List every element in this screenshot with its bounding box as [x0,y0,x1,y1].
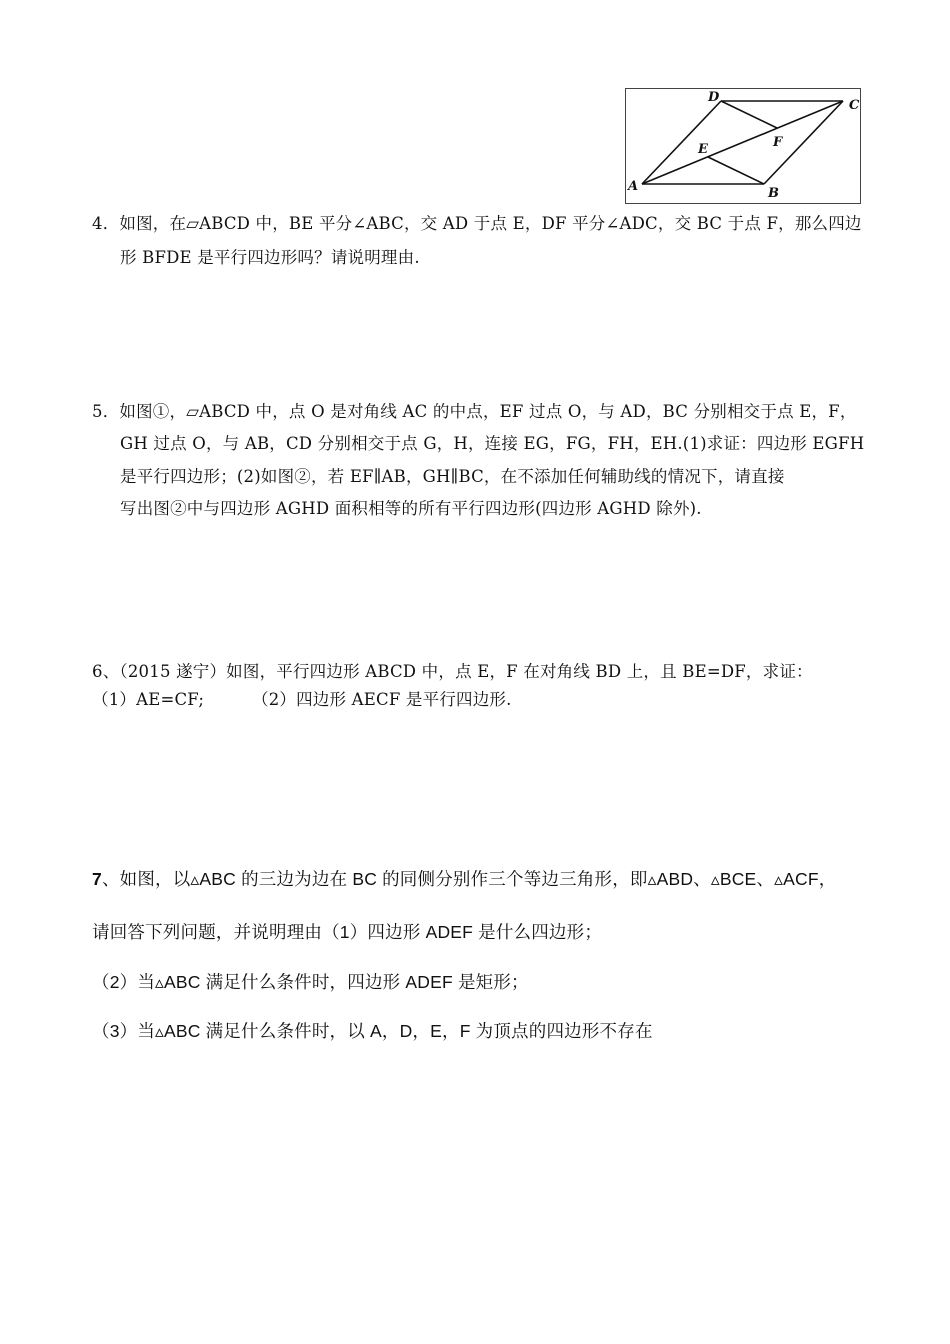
segment-DF [721,101,777,128]
q6-line-1: 6、（2015 遂宁）如图，平行四边形 ABCD 中，点 E，F 在对角线 BD 上，且 BE=DF，求证： [92,662,813,681]
q4-line-2: 形 BFDE 是平行四边形吗？请说明理由. [120,248,420,267]
q5-line-2: GH 过点 O，与 AB，CD 分别相交于点 G，H，连接 EG，FG，FH，EH.(1)求证：四边形 EGFH [120,434,865,453]
q7-line-1 [92,866,836,891]
q6-part-1: （1）AE=CF; [92,690,205,709]
parallelogram-diagram [626,89,862,205]
q5-line-4: 写出图②中与四边形 AGHD 面积相等的所有平行四边形(四边形 AGHD 除外). [120,499,702,518]
q7-number: 7 [92,869,102,889]
parallelogram-figure [625,88,861,204]
label-D: D [708,90,720,105]
side-DA [642,101,721,184]
q7-line-4: （3）当▵ABC 满足什么条件时，以 A，D，E，F 为顶点的四边形不存在 [92,1021,653,1041]
q6-part-2: （2）四边形 AECF 是平行四边形. [252,690,512,709]
q7-line-3: （2）当▵ABC 满足什么条件时，四边形 ADEF 是矩形； [92,972,529,992]
q7-line-2: 请回答下列问题，并说明理由（1）四边形 ADEF 是什么四边形； [92,922,603,942]
label-B: B [768,186,779,201]
label-E: E [698,142,708,157]
segment-EB [708,157,764,184]
label-C: C [849,98,860,113]
label-F: F [773,135,783,150]
diagonal-AC [642,101,843,184]
q5-line-1: 5．如图①，▱ABCD 中，点 O 是对角线 AC 的中点，EF 过点 O，与 AD，BC 分别相交于点 E，F， [92,402,857,421]
q4-line-1: 4．如图，在▱ABCD 中，BE 平分∠ABC，交 AD 于点 E，DF 平分∠ADC，交 BC 于点 F，那么四边 [92,214,862,233]
q7-line-1-text: 、如图，以▵ABC 的三边为边在 BC 的同侧分别作三个等边三角形，即▵ABD、▵BCE、▵ACF， [101,869,837,889]
q5-line-3: 是平行四边形；(2)如图②，若 EF∥AB，GH∥BC，在不添加任何辅助线的情况下，请直接 [120,467,785,486]
label-A: A [628,179,639,194]
